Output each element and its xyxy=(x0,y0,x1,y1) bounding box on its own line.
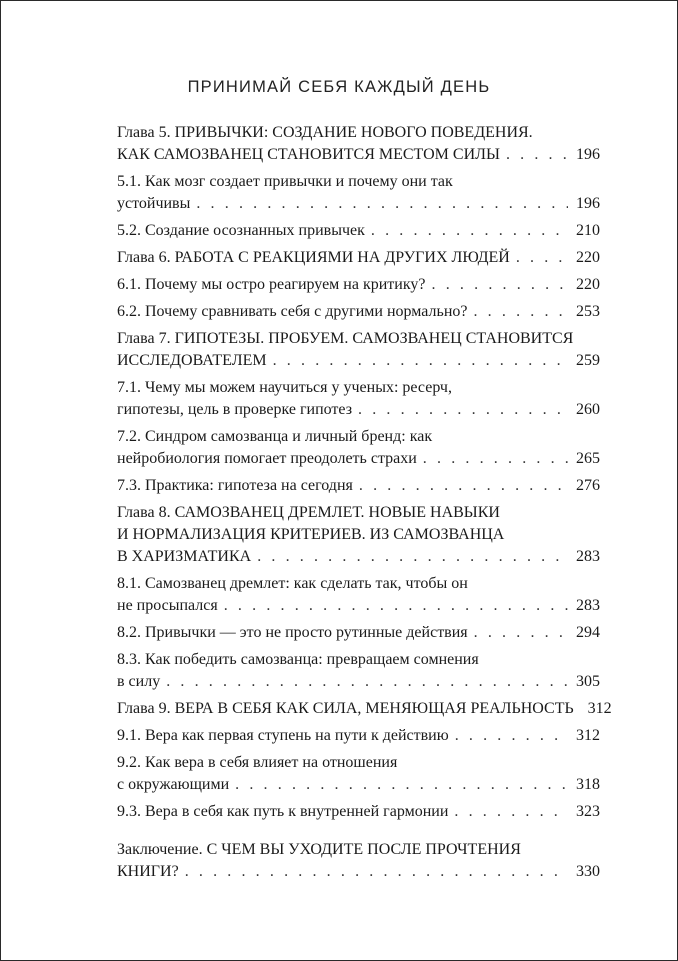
toc-entry-line: 8.3. Как победить самозванца: превращаем сомнения xyxy=(117,651,479,668)
toc-entry xyxy=(117,377,600,421)
toc-entry-title: 9.1. Вера как первая ступень на пути к действию xyxy=(117,727,449,744)
toc-entry-title: гипотезы, цель в проверке гипотез xyxy=(117,401,353,418)
dot-leader xyxy=(166,671,568,693)
dot-leader xyxy=(454,801,568,823)
toc-entry-last-line xyxy=(117,801,600,823)
toc-entry-last-line xyxy=(117,301,600,323)
toc-entry xyxy=(117,839,600,883)
toc-entry-last-line xyxy=(117,274,600,296)
toc-entry-last-line xyxy=(117,399,600,421)
toc-entry-last-line xyxy=(117,350,600,372)
toc-entry-line: Глава 5. ПРИВЫЧКИ: СОЗДАНИЕ НОВОГО ПОВЕДЕНИЯ. xyxy=(117,124,533,141)
toc-entry-line: 7.1. Чему мы можем научиться у ученых: ресерч, xyxy=(117,379,452,396)
dot-leader xyxy=(455,725,568,747)
toc-entry xyxy=(117,502,600,568)
toc-entry-last-line xyxy=(117,595,600,617)
toc-entry-last-line xyxy=(117,622,600,644)
toc-entry xyxy=(117,247,600,269)
toc-entry-line: 9.2. Как вера в себя влияет на отношения xyxy=(117,754,398,771)
toc-entry-last-line xyxy=(117,861,600,883)
toc-page-number: 294 xyxy=(576,624,600,641)
table-of-contents xyxy=(117,122,612,883)
toc-page-number: 265 xyxy=(576,450,600,467)
dot-leader xyxy=(358,399,568,421)
toc-page-number: 312 xyxy=(587,700,612,717)
toc-entry-last-line xyxy=(117,220,600,242)
toc-entry-title: 6.2. Почему сравнивать себя с другими нормально? xyxy=(117,303,468,320)
toc-entry-last-line xyxy=(117,698,612,720)
toc-entry xyxy=(117,698,612,720)
toc-page-number: 259 xyxy=(576,352,600,369)
toc-entry-title: В ХАРИЗМАТИКА xyxy=(117,548,252,565)
toc-entry xyxy=(117,426,600,470)
dot-leader xyxy=(273,350,568,372)
toc-page-number: 283 xyxy=(576,548,600,565)
toc-page-number: 196 xyxy=(576,195,600,212)
dot-leader xyxy=(423,448,568,470)
toc-entry xyxy=(117,328,600,372)
toc-entry xyxy=(117,752,600,796)
toc-page-number: 253 xyxy=(576,303,600,320)
toc-entry-title: 6.1. Почему мы остро реагируем на критику? xyxy=(117,276,426,293)
toc-entry xyxy=(117,171,600,215)
toc-page-number: 305 xyxy=(576,673,600,690)
toc-entry-last-line xyxy=(117,725,600,747)
toc-entry-title: ИССЛЕДОВАТЕЛЕМ xyxy=(117,352,267,369)
toc-entry xyxy=(117,475,600,497)
toc-entry-title: КАК САМОЗВАНЕЦ СТАНОВИТСЯ МЕСТОМ СИЛЫ xyxy=(117,146,500,163)
toc-entry xyxy=(117,649,600,693)
dot-leader xyxy=(371,220,568,242)
toc-page-number: 276 xyxy=(576,477,600,494)
toc-entry-last-line xyxy=(117,247,600,269)
toc-entry xyxy=(117,122,600,166)
toc-entry-title: 5.2. Создание осознанных привычек xyxy=(117,222,365,239)
dot-leader xyxy=(473,301,568,323)
toc-page-number: 323 xyxy=(576,803,600,820)
toc-entry xyxy=(117,725,600,747)
toc-page-number: 312 xyxy=(576,727,600,744)
toc-page-number: 283 xyxy=(576,597,600,614)
dot-leader xyxy=(474,622,568,644)
toc-entry-last-line xyxy=(117,546,600,568)
toc-entry-title: в силу xyxy=(117,673,161,690)
toc-entry xyxy=(117,274,600,296)
toc-page-number: 318 xyxy=(576,776,600,793)
toc-entry-title: 9.3. Вера в себя как путь к внутренней гармонии xyxy=(117,803,449,820)
toc-entry-title: Глава 9. ВЕРА В СЕБЯ КАК СИЛА, МЕНЯЮЩАЯ РЕАЛЬНОСТЬ xyxy=(117,700,574,717)
toc-entry-title: не просыпался xyxy=(117,597,218,614)
toc-entry-last-line xyxy=(117,448,600,470)
toc-entry-title: Глава 6. РАБОТА С РЕАКЦИЯМИ НА ДРУГИХ ЛЮДЕЙ xyxy=(117,249,510,266)
dot-leader xyxy=(516,247,568,269)
toc-entry-title: устойчивы xyxy=(117,195,191,212)
dot-leader xyxy=(185,861,568,883)
toc-entry-last-line xyxy=(117,774,600,796)
toc-entry-line: 5.1. Как мозг создает привычки и почему они так xyxy=(117,173,453,190)
toc-entry-last-line xyxy=(117,671,600,693)
toc-entry-title: с окружающими xyxy=(117,776,230,793)
toc-entry xyxy=(117,220,600,242)
toc-entry-title: КНИГИ? xyxy=(117,863,179,880)
toc-entry-line: Глава 8. САМОЗВАНЕЦ ДРЕМЛЕТ. НОВЫЕ НАВЫКИ xyxy=(117,504,500,521)
toc-entry-title: 7.3. Практика: гипотеза на сегодня xyxy=(117,477,353,494)
toc-entry-title: 8.2. Привычки — это не просто рутинные действия xyxy=(117,624,468,641)
dot-leader xyxy=(506,144,568,166)
toc-entry-last-line xyxy=(117,144,600,166)
dot-leader xyxy=(196,193,568,215)
toc-entry xyxy=(117,573,600,617)
toc-entry xyxy=(117,801,600,823)
toc-entry-last-line xyxy=(117,193,600,215)
toc-entry xyxy=(117,301,600,323)
dot-leader xyxy=(359,475,568,497)
toc-page-number: 260 xyxy=(576,401,600,418)
dot-leader xyxy=(224,595,568,617)
toc-entry-line: 7.2. Синдром самозванца и личный бренд: как xyxy=(117,428,433,445)
toc-page-number: 220 xyxy=(576,249,600,266)
dot-leader xyxy=(235,774,568,796)
dot-leader xyxy=(257,546,568,568)
toc-entry-line: Заключение. С ЧЕМ ВЫ УХОДИТЕ ПОСЛЕ ПРОЧТЕНИЯ xyxy=(117,841,521,858)
toc-page-number: 220 xyxy=(576,276,600,293)
running-head: ПРИНИМАЙ СЕБЯ КАЖДЫЙ ДЕНЬ xyxy=(187,78,491,96)
dot-leader xyxy=(432,274,568,296)
toc-entry-title: нейробиология помогает преодолеть страхи xyxy=(117,450,417,467)
toc-page-number: 330 xyxy=(576,863,600,880)
toc-entry-last-line xyxy=(117,475,600,497)
toc-entry-line: Глава 7. ГИПОТЕЗЫ. ПРОБУЕМ. САМОЗВАНЕЦ СТАНОВИТСЯ xyxy=(117,330,574,347)
toc-page-number: 210 xyxy=(576,222,600,239)
toc-entry-line: И НОРМАЛИЗАЦИЯ КРИТЕРИЕВ. ИЗ САМОЗВАНЦА xyxy=(117,526,505,543)
toc-entry-line: 8.1. Самозванец дремлет: как сделать так, чтобы он xyxy=(117,575,468,592)
toc-page-number: 196 xyxy=(576,146,600,163)
toc-entry xyxy=(117,622,600,644)
